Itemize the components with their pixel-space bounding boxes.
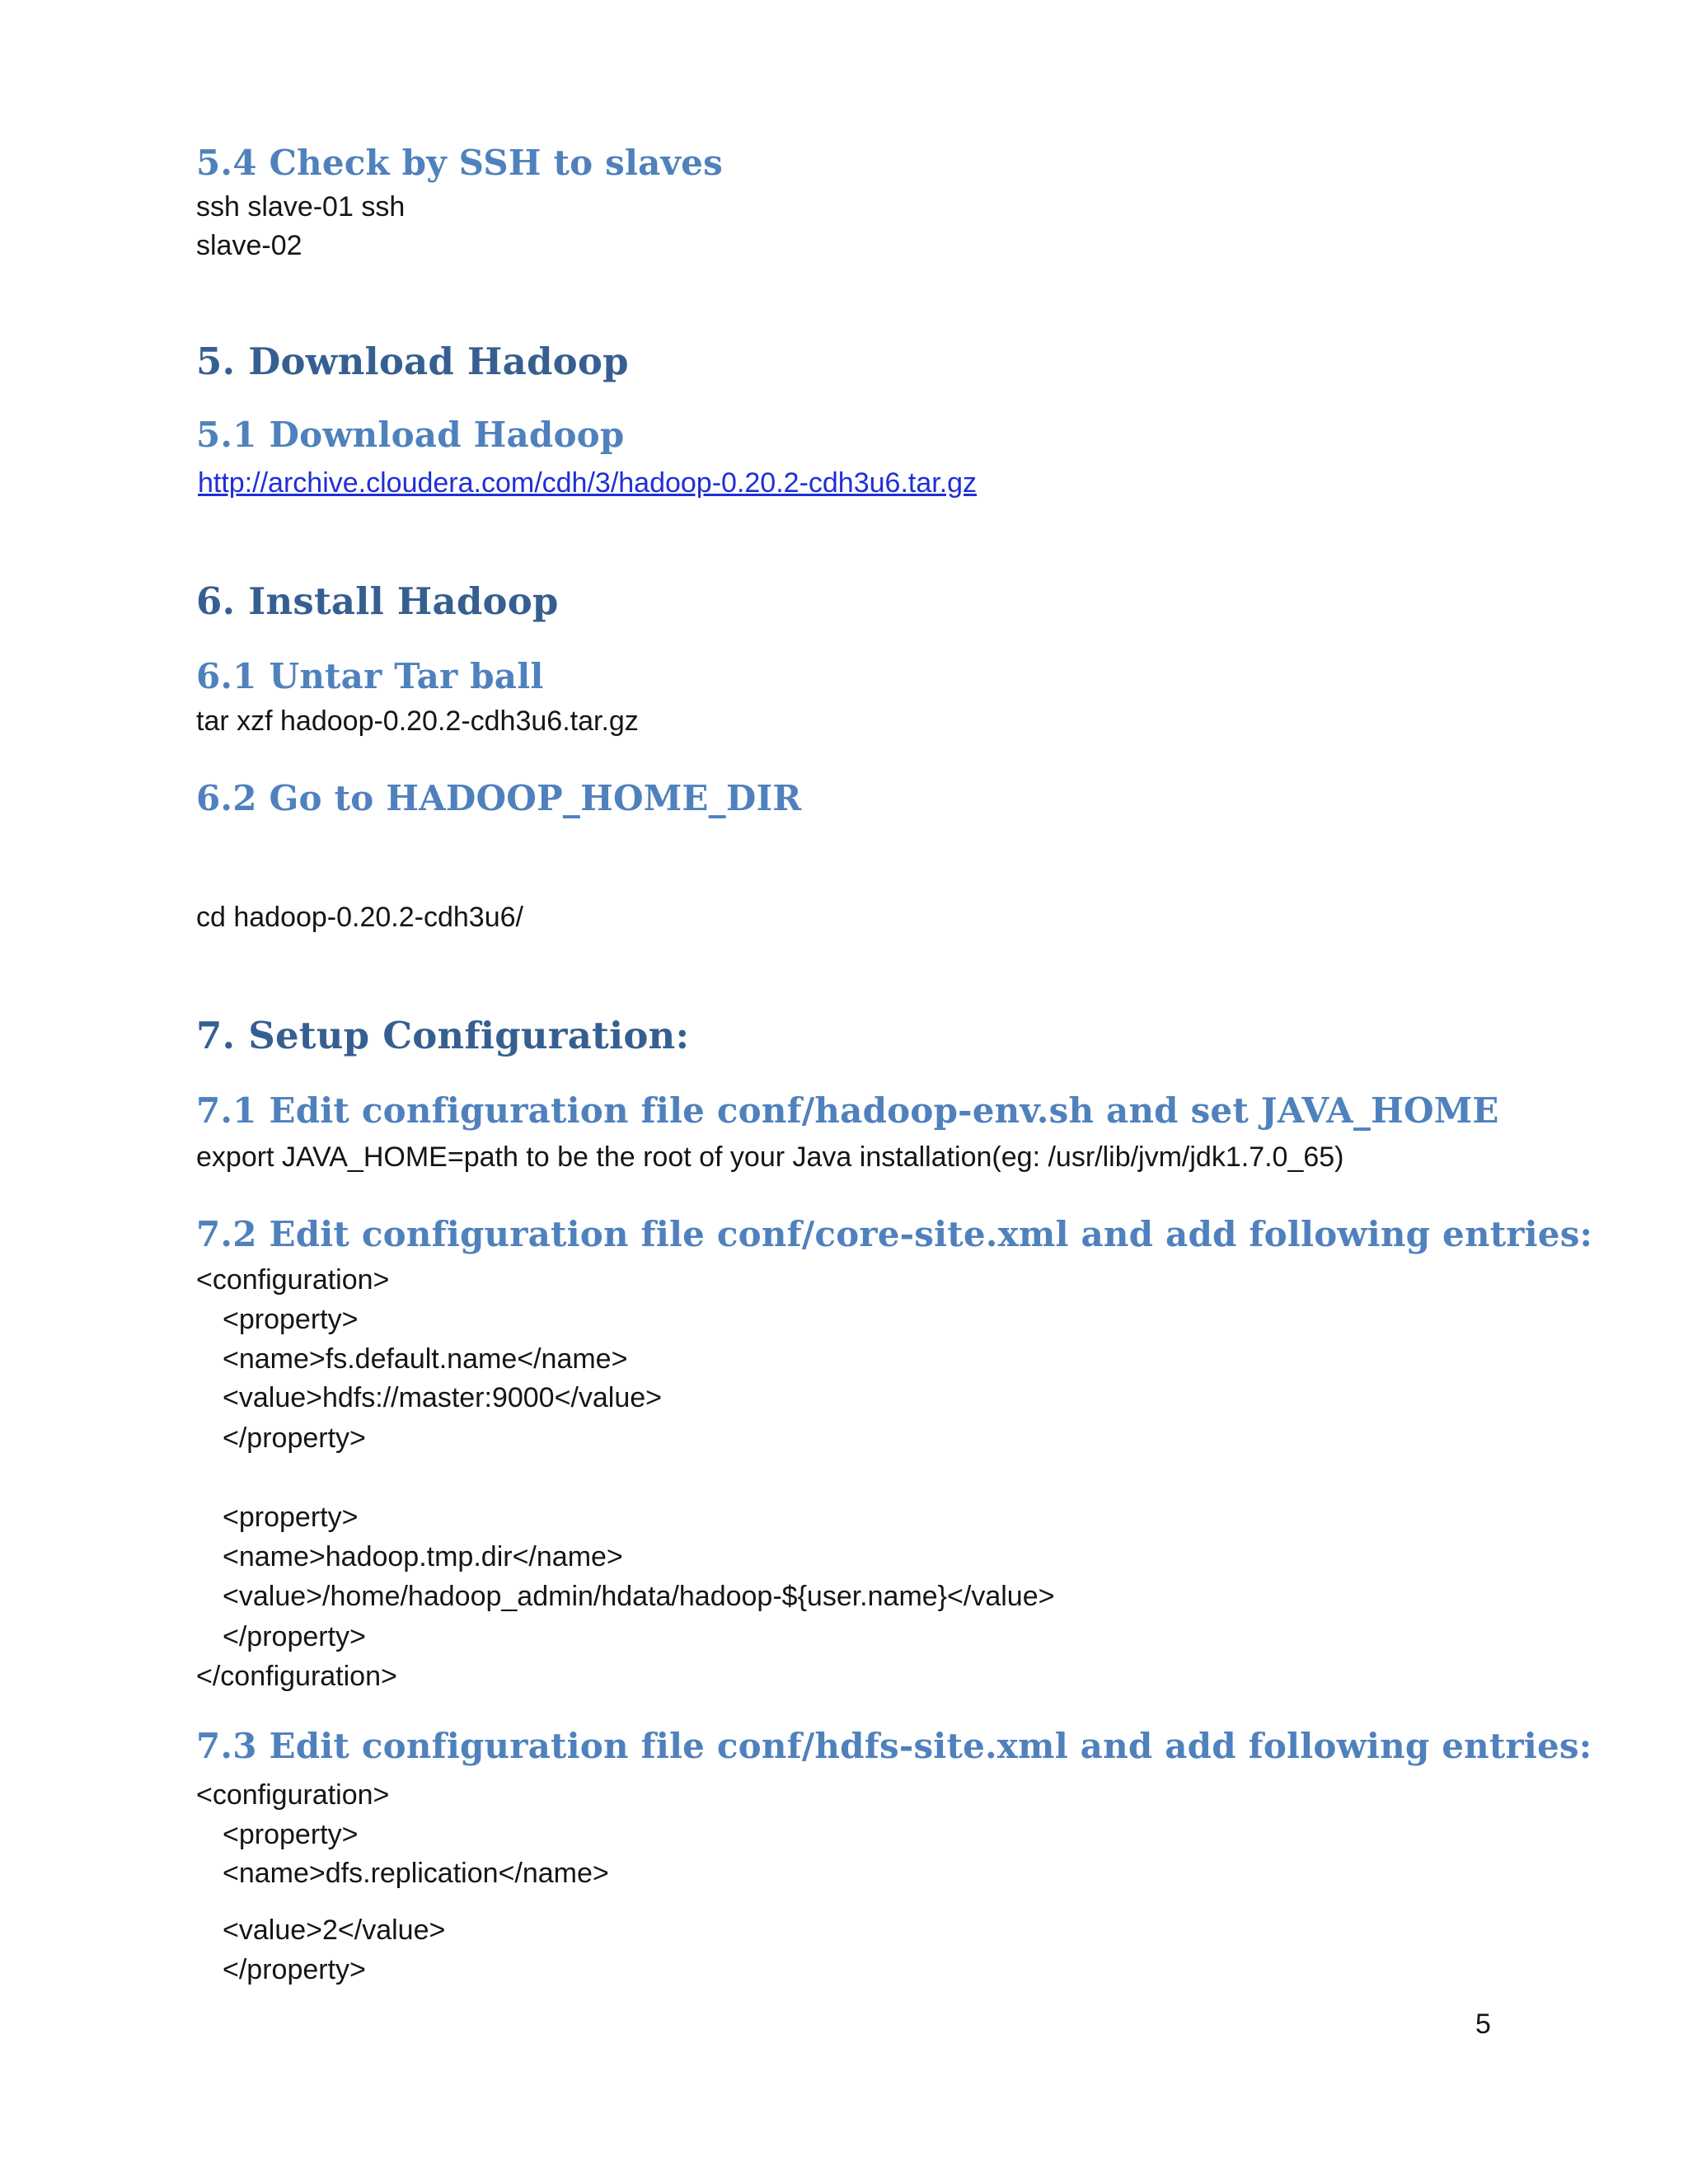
heading-7-3: 7.3 Edit configuration file conf/hdfs-site.xml and add following entries: (196, 1726, 1592, 1766)
cd-command: cd hadoop-0.20.2-cdh3u6/ (196, 902, 523, 933)
code-line: </property> (223, 1621, 366, 1652)
code-line: <value>hdfs://master:9000</value> (223, 1382, 663, 1413)
code-line: <property> (223, 1819, 359, 1850)
heading-5-4: 5.4 Check by SSH to slaves (196, 143, 723, 183)
code-line: <property> (223, 1502, 359, 1533)
code-line: </property> (223, 1954, 366, 1985)
heading-7: 7. Setup Configuration: (196, 1014, 690, 1057)
heading-5-1: 5.1 Download Hadoop (196, 415, 625, 455)
code-line: <name>dfs.replication</name> (223, 1858, 609, 1889)
heading-7-2: 7.2 Edit configuration file conf/core-site.xml and add following entries: (196, 1214, 1593, 1254)
untar-command: tar xzf hadoop-0.20.2-cdh3u6.tar.gz (196, 705, 639, 737)
heading-5: 5. Download Hadoop (196, 340, 629, 383)
heading-7-1: 7.1 Edit configuration file conf/hadoop-env.sh and set JAVA_HOME (196, 1090, 1499, 1131)
code-line: </configuration> (196, 1661, 397, 1692)
heading-6-1: 6.1 Untar Tar ball (196, 656, 544, 696)
code-line: <value>2</value> (223, 1915, 446, 1946)
code-line: <name>fs.default.name</name> (223, 1343, 628, 1375)
code-line: <configuration> (196, 1779, 390, 1811)
code-line: </property> (223, 1422, 366, 1454)
java-home-export: export JAVA_HOME=path to be the root of your Java installation(eg: /usr/lib/jvm/jdk1.7.0_65) (196, 1141, 1344, 1173)
code-line: <configuration> (196, 1264, 390, 1296)
code-line: <property> (223, 1304, 359, 1335)
heading-6-2: 6.2 Go to HADOOP_HOME_DIR (196, 778, 802, 818)
ssh-command-line-2: slave-02 (196, 230, 302, 261)
page-number: 5 (1475, 2008, 1491, 2040)
hadoop-download-link[interactable]: http://archive.cloudera.com/cdh/3/hadoop-0.20.2-cdh3u6.tar.gz (198, 467, 978, 499)
heading-6: 6. Install Hadoop (196, 579, 559, 623)
ssh-command-line-1: ssh slave-01 ssh (196, 191, 406, 223)
code-line: <name>hadoop.tmp.dir</name> (223, 1541, 623, 1572)
code-line: <value>/home/hadoop_admin/hdata/hadoop-${user.name}</value> (223, 1581, 1055, 1612)
